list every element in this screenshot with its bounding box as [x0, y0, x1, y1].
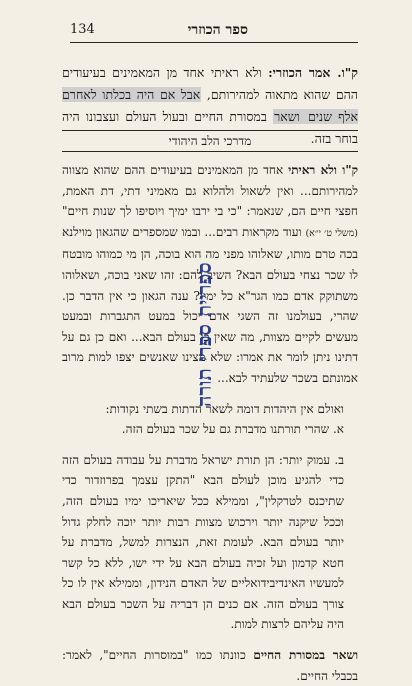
paragraph: ואולם אין היהדות דומה לשאר הדתות בשתי נקודות: — [105, 401, 344, 416]
paragraph-lead: ושאר במסורת החיים — [253, 648, 359, 663]
highlighted-phrase: אבל אם היה בכלתו לאחרם אלף שנים — [62, 87, 358, 124]
section-title: מדרכי הלב היהודי — [62, 130, 358, 152]
highlighted-word: ושאר — [274, 109, 300, 124]
source-text-continued: במסורת החיים ובעול העולם ועצבונו היה בוחר בזה. — [62, 109, 358, 146]
page-number: 134 — [70, 22, 95, 37]
book-title: ספר הכוזרי — [187, 22, 248, 38]
running-header — [70, 22, 358, 43]
paragraph-text: כוונתו כמו "במוסרות החיים", לאמר: בכבלי החיים. — [62, 648, 358, 683]
paragraph — [62, 645, 358, 686]
library-watermark: ספריית ספרי תורה — [192, 262, 216, 408]
paragraph-text: ועוד מקראות רבים... ובמו שמספרים שהגאון מוילנא בכה טרם מותו, שאלוהו מפני מה הוא בוכה, הן מי כמוהו מובטח לו שכר נצחי בעולם הבא? השיב להם: זהו שאני בוכה, ושאלוהו משתוקק אדם כמו הגר"א כל ימיו? ענה הגאון כי אין הדבר כן. שהרי, בעולמנו זה השגי אדם יכול במעט התגברות ובמעט מעשים לקיים מצוות, מה שאין כן בעולם הבא... ואם כן גם על דתינו ניתן לומר את אמרו: שלא מצינו שאנשים יצפו למות מרוב אמונתם בשכר שלעתיד לבא... — [62, 224, 358, 385]
point-a: א. שהרי תורתנו מדברת גם על שכר בעולם הזה. — [121, 422, 344, 437]
source-text: ולא ראיתי אחד מן המאמינים בעיעודים ההם שהוא מתאוה למהירותם, — [62, 65, 358, 102]
point-b: ב. עמוק יותר: הן תורת ישראל מדברת על עבודה בעולם הזה כדי להגיע מוכן לעולם הבא "התקן עצמך בפרוזדור כדי שתיכנס לטרקלין", וממילא ככל שיאריכו ימיו בעולם הזה, וככל שיקנה יותר וירכוש מצוות רבות יותר יוכה לחלק גדול יותר בעולם הבא. לעומת זאת, הנצרות למשל, מדברת על חטא קדמון ועל זכיה בעולם הבא על ידי ישו, ללא כל קשר למעשיו האינדיבידואליים של האדם הנידון, וממילא אין לו כל צורך בעולם הזה. אם כנים הן דבריה על השכר בעולם הבא היה עליהם לרצות למות. — [62, 452, 344, 632]
paragraph-text: אחד מן המאמינים בעיעודים ההם שהוא מצווה למהירותם... ואין לשאול ולהלוא גם מאמיני דתי, דת האמת, חפצי חיים הם, שנאמר: "כי בי ירבו ימיך ויוסיפו לך שנות חיים" — [62, 163, 358, 219]
commentary-body — [62, 160, 358, 686]
verse-reference: (משלי ט׳ י״א) — [305, 227, 358, 239]
paragraph-lead: ק"ו ולא ראיתי — [288, 163, 359, 177]
speaker-label: ק"ו. אמר הכוזרי: — [268, 65, 358, 80]
